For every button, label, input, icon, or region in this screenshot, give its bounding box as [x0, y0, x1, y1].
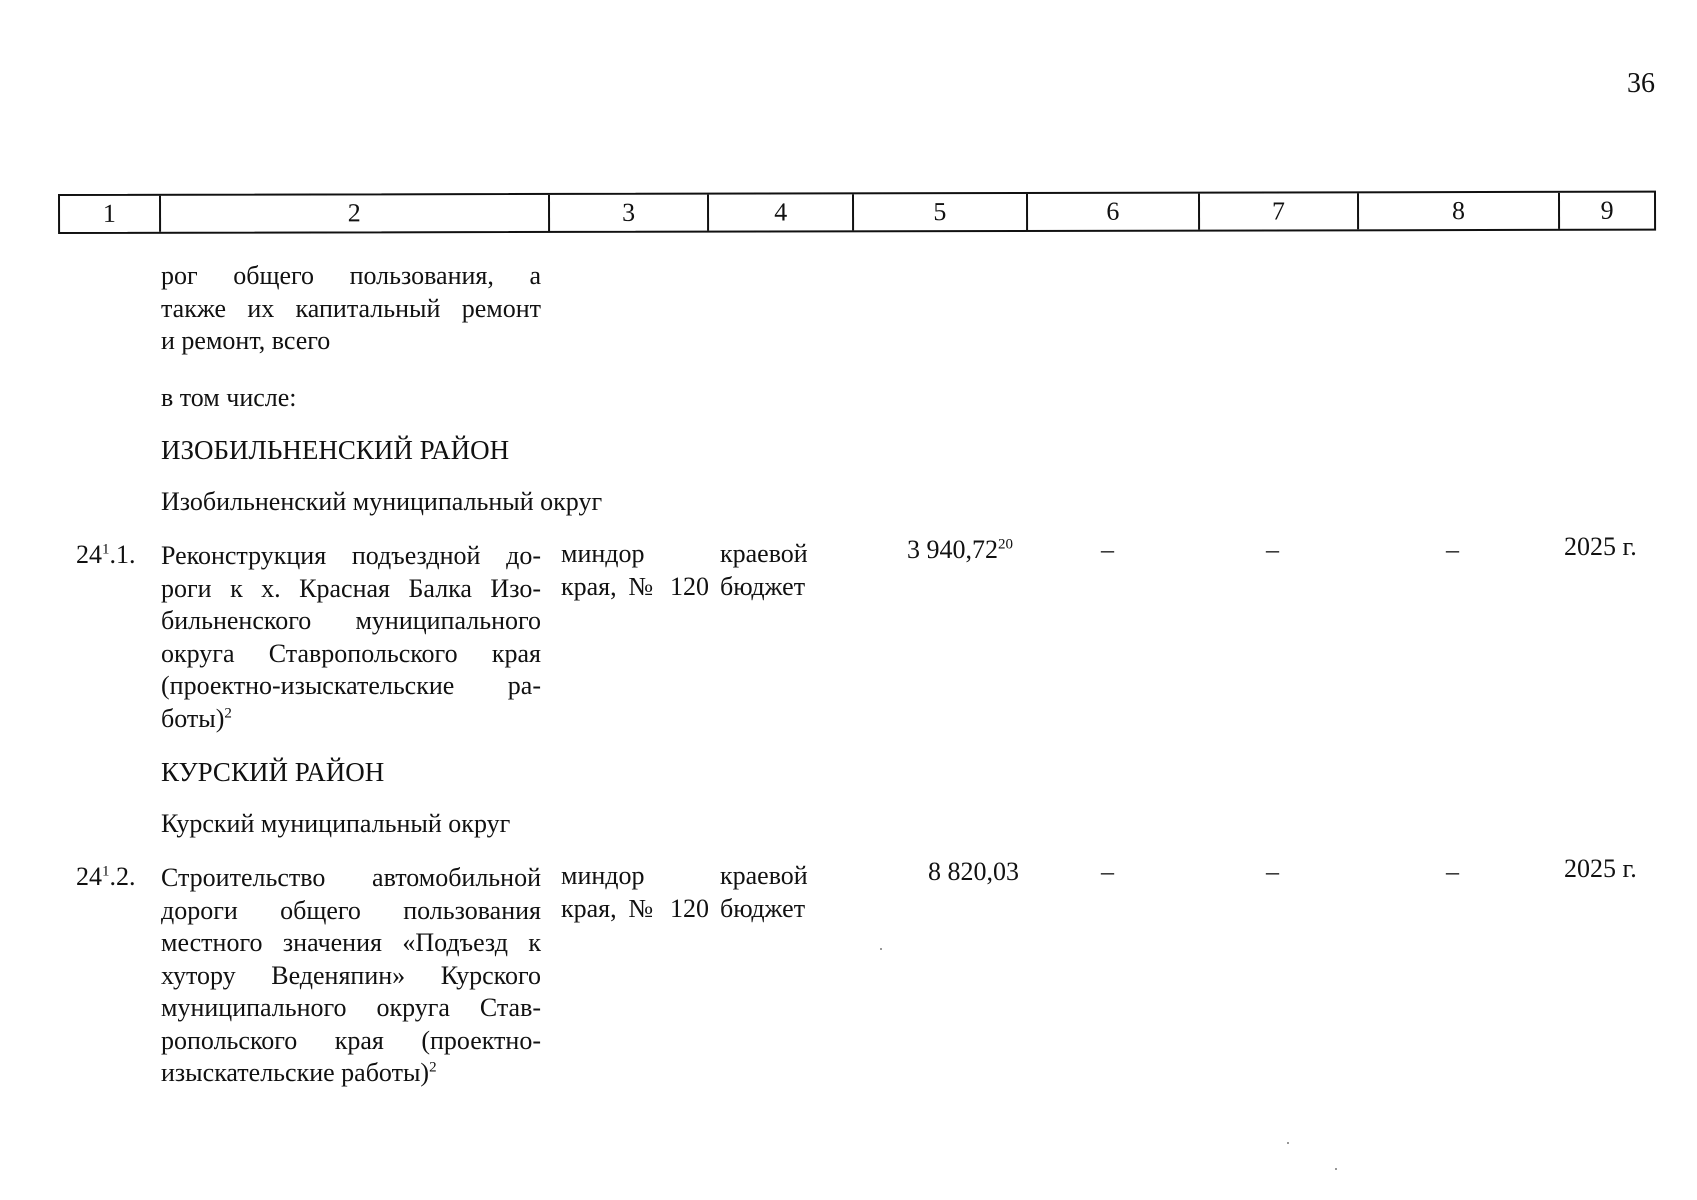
row-executor [561, 538, 709, 603]
description-line: Строительство автомобильной [161, 863, 541, 892]
row-funding-source [720, 538, 816, 603]
source-line: бюджет [720, 893, 806, 923]
row-col8: – [1446, 535, 1459, 564]
scan-speck [880, 948, 882, 950]
column-number-header [58, 191, 1656, 234]
description-line: хутору Веденяпин» Курского [161, 960, 541, 990]
description-line: Реконструкция подъездной до- [161, 541, 541, 570]
description-line: (проектно-изыскательские ра- [161, 671, 541, 700]
row-amount: 8 820,03 [928, 857, 1019, 886]
municipality-heading: Изобильненский муниципальный округ [161, 487, 603, 516]
municipality-heading: Курский муниципальный округ [161, 809, 511, 838]
executor-line: миндор [561, 539, 645, 568]
continuation-text [161, 260, 541, 358]
description-line: роги к х. Красная Балка Изо- [161, 573, 541, 603]
header-col-1: 1 [60, 196, 161, 232]
district-heading: ИЗОБИЛЬНЕНСКИЙ РАЙОН [161, 435, 510, 465]
description-line: изыскательские работы)$^2$ [161, 1058, 437, 1087]
row-number: $24^1.2$. [76, 862, 136, 891]
description-line: боты)$^2$ [161, 703, 232, 733]
scan-speck [1287, 1142, 1289, 1144]
row-col8: – [1446, 857, 1459, 886]
row-year: 2025 г. [1564, 854, 1637, 883]
description-line: дороги общего пользования [161, 895, 541, 925]
description-line: бильненского муниципального [161, 606, 541, 635]
row-executor [561, 860, 709, 925]
source-line: бюджет [720, 571, 806, 601]
header-col-4: 4 [709, 194, 854, 230]
header-col-6: 6 [1028, 194, 1201, 230]
continuation-line: и ремонт, всего [161, 326, 331, 355]
header-col-7: 7 [1200, 193, 1359, 229]
executor-line: края, № 120 [561, 571, 709, 601]
description-line: муниципального округа Став- [161, 993, 541, 1022]
row-col7: – [1266, 535, 1279, 564]
row-number: $24^1.1$. [76, 540, 136, 569]
description-line: ропольского края (проектно- [161, 1025, 541, 1055]
continuation-line: рог общего пользования, а [161, 261, 541, 290]
district-heading: КУРСКИЙ РАЙОН [161, 757, 385, 787]
source-line: краевой [720, 539, 808, 568]
scan-speck [1335, 1168, 1337, 1170]
row-col6: – [1101, 535, 1114, 564]
executor-line: миндор [561, 861, 645, 890]
header-col-9: 9 [1600, 195, 1614, 225]
description-line: округа Ставропольского края [161, 638, 541, 668]
row-description [161, 540, 541, 735]
header-col-5: 5 [854, 194, 1028, 230]
row-year: 2025 г. [1564, 532, 1637, 561]
description-line: местного значения «Подъезд к [161, 928, 541, 957]
row-col6: – [1101, 857, 1114, 886]
page-number: 36 [1627, 68, 1655, 99]
header-col-3: 3 [550, 195, 710, 231]
executor-line: края, № 120 [561, 893, 709, 923]
row-description [161, 862, 541, 1090]
row-col7: – [1266, 857, 1279, 886]
header-col-8: 8 [1359, 193, 1561, 229]
source-line: краевой [720, 861, 808, 890]
in-total-label: в том числе: [161, 383, 297, 412]
continuation-line: также их капитальный ремонт [161, 293, 541, 323]
row-amount: 3 940,72$^{20}$ [907, 535, 1013, 564]
row-funding-source [720, 860, 816, 925]
header-col-2: 2 [161, 195, 550, 232]
